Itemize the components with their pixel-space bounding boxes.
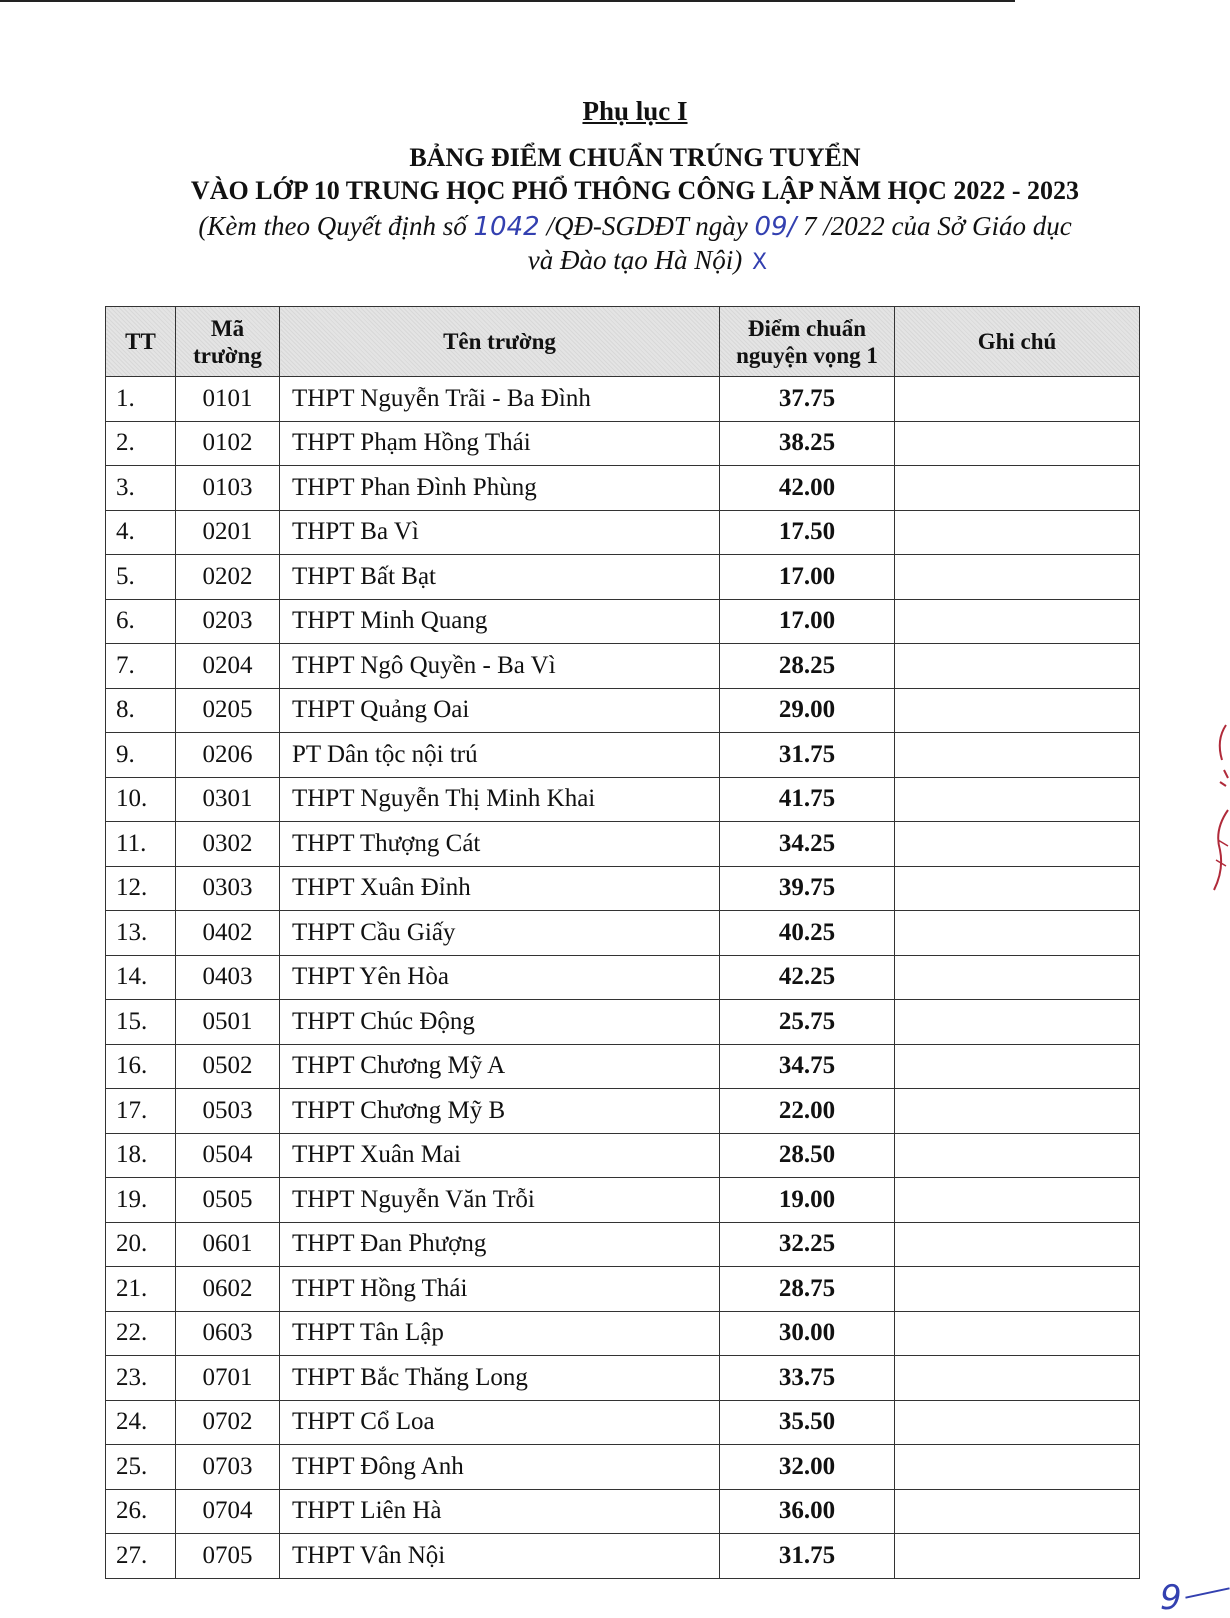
row-tt-cell: 1. [106, 377, 176, 422]
header-score-line2: nguyện vọng 1 [736, 342, 878, 368]
row-tt-cell: 11. [106, 822, 176, 867]
row-note-cell [895, 1445, 1140, 1490]
row-note-cell [895, 1489, 1140, 1534]
row-tt-cell: 6. [106, 599, 176, 644]
check-mark-handwritten: X [752, 250, 768, 275]
row-code-cell: 0602 [176, 1267, 280, 1312]
row-score-cell: 17.00 [720, 555, 895, 600]
row-name-cell: THPT Hồng Thái [280, 1267, 720, 1312]
decision-day-handwritten: 09 [754, 212, 788, 242]
table-row [106, 1133, 1140, 1178]
table-row [106, 822, 1140, 867]
row-name-cell: THPT Ba Vì [280, 510, 720, 555]
row-score-cell: 31.75 [720, 1534, 895, 1579]
row-code-cell: 0403 [176, 955, 280, 1000]
table-row [106, 733, 1140, 778]
header-tt: TT [106, 307, 176, 377]
row-tt-cell: 7. [106, 644, 176, 689]
row-note-cell [895, 421, 1140, 466]
row-name-cell: THPT Xuân Đỉnh [280, 866, 720, 911]
row-tt-cell: 15. [106, 1000, 176, 1045]
row-score-cell: 28.25 [720, 644, 895, 689]
appendix-title: Phụ lục I [582, 96, 688, 126]
date-separator-handwritten: / [787, 212, 797, 242]
row-score-cell: 29.00 [720, 688, 895, 733]
row-score-cell: 32.00 [720, 1445, 895, 1490]
row-name-cell: THPT Vân Nội [280, 1534, 720, 1579]
row-code-cell: 0204 [176, 644, 280, 689]
row-note-cell [895, 466, 1140, 511]
table-row [106, 955, 1140, 1000]
subtitle-text-2: /QĐ-SGDĐT ngày [539, 211, 755, 241]
row-note-cell [895, 1133, 1140, 1178]
row-score-cell: 25.75 [720, 1000, 895, 1045]
row-tt-cell: 2. [106, 421, 176, 466]
row-score-cell: 32.25 [720, 1222, 895, 1267]
row-name-cell: THPT Phạm Hồng Thái [280, 421, 720, 466]
row-note-cell [895, 866, 1140, 911]
row-note-cell [895, 911, 1140, 956]
table-row [106, 777, 1140, 822]
row-score-cell: 22.00 [720, 1089, 895, 1134]
row-tt-cell: 14. [106, 955, 176, 1000]
table-row [106, 688, 1140, 733]
header-code-line2: trường [193, 342, 262, 368]
table-row [106, 466, 1140, 511]
row-code-cell: 0202 [176, 555, 280, 600]
row-tt-cell: 19. [106, 1178, 176, 1223]
row-code-cell: 0201 [176, 510, 280, 555]
admission-score-table [105, 306, 1140, 1579]
row-code-cell: 0206 [176, 733, 280, 778]
row-code-cell: 0402 [176, 911, 280, 956]
table-row [106, 510, 1140, 555]
table-row [106, 866, 1140, 911]
document-title-line2: VÀO LỚP 10 TRUNG HỌC PHỔ THÔNG CÔNG LẬP NĂM HỌC 2022 - 2023 [190, 176, 1080, 205]
row-name-cell: PT Dân tộc nội trú [280, 733, 720, 778]
page-mark-handwritten: 9 [1160, 1578, 1182, 1618]
table-row [106, 1222, 1140, 1267]
page-mark-stroke [1185, 1587, 1229, 1598]
row-code-cell: 0703 [176, 1445, 280, 1490]
table-row [106, 1489, 1140, 1534]
row-tt-cell: 21. [106, 1267, 176, 1312]
header-code-line1: Mã [210, 315, 245, 341]
table-row [106, 377, 1140, 422]
row-note-cell [895, 777, 1140, 822]
table-row [106, 644, 1140, 689]
row-note-cell [895, 1356, 1140, 1401]
row-code-cell: 0103 [176, 466, 280, 511]
row-name-cell: THPT Nguyễn Thị Minh Khai [280, 777, 720, 822]
row-tt-cell: 24. [106, 1400, 176, 1445]
row-code-cell: 0205 [176, 688, 280, 733]
row-tt-cell: 8. [106, 688, 176, 733]
row-tt-cell: 10. [106, 777, 176, 822]
table-row [106, 421, 1140, 466]
row-score-cell: 40.25 [720, 911, 895, 956]
row-name-cell: THPT Thượng Cát [280, 822, 720, 867]
row-name-cell: THPT Minh Quang [280, 599, 720, 644]
subtitle-line2: và Đào tạo Hà Nội) [527, 245, 743, 275]
row-tt-cell: 17. [106, 1089, 176, 1134]
row-code-cell: 0601 [176, 1222, 280, 1267]
table-row [106, 1267, 1140, 1312]
row-code-cell: 0102 [176, 421, 280, 466]
header-school-code [176, 307, 280, 377]
header-school-name: Tên trường [280, 307, 720, 377]
row-code-cell: 0705 [176, 1534, 280, 1579]
row-name-cell: THPT Ngô Quyền - Ba Vì [280, 644, 720, 689]
row-tt-cell: 5. [106, 555, 176, 600]
row-note-cell [895, 1222, 1140, 1267]
row-code-cell: 0704 [176, 1489, 280, 1534]
row-tt-cell: 3. [106, 466, 176, 511]
row-code-cell: 0701 [176, 1356, 280, 1401]
row-name-cell: THPT Chương Mỹ A [280, 1044, 720, 1089]
table-header-row [106, 307, 1140, 377]
row-note-cell [895, 1311, 1140, 1356]
row-name-cell: THPT Nguyễn Trãi - Ba Đình [280, 377, 720, 422]
subtitle-line1 [100, 211, 1170, 242]
row-name-cell: THPT Tân Lập [280, 1311, 720, 1356]
row-tt-cell: 4. [106, 510, 176, 555]
row-name-cell: THPT Đan Phượng [280, 1222, 720, 1267]
row-note-cell [895, 955, 1140, 1000]
row-name-cell: THPT Cổ Loa [280, 1400, 720, 1445]
row-score-cell: 31.75 [720, 733, 895, 778]
row-note-cell [895, 599, 1140, 644]
row-code-cell: 0501 [176, 1000, 280, 1045]
header-score-line1: Điểm chuẩn [747, 315, 867, 341]
row-tt-cell: 25. [106, 1445, 176, 1490]
row-note-cell [895, 1534, 1140, 1579]
row-name-cell: THPT Cầu Giấy [280, 911, 720, 956]
table-row [106, 1356, 1140, 1401]
table-row [106, 555, 1140, 600]
top-border-line [0, 0, 1015, 2]
table-row [106, 1400, 1140, 1445]
row-score-cell: 30.00 [720, 1311, 895, 1356]
row-name-cell: THPT Đông Anh [280, 1445, 720, 1490]
row-code-cell: 0503 [176, 1089, 280, 1134]
table-row [106, 599, 1140, 644]
row-tt-cell: 12. [106, 866, 176, 911]
row-note-cell [895, 644, 1140, 689]
row-name-cell: THPT Chương Mỹ B [280, 1089, 720, 1134]
row-name-cell: THPT Chúc Động [280, 1000, 720, 1045]
row-score-cell: 28.75 [720, 1267, 895, 1312]
row-note-cell [895, 377, 1140, 422]
row-tt-cell: 23. [106, 1356, 176, 1401]
row-code-cell: 0702 [176, 1400, 280, 1445]
row-score-cell: 35.50 [720, 1400, 895, 1445]
table-row [106, 1534, 1140, 1579]
row-name-cell: THPT Quảng Oai [280, 688, 720, 733]
row-name-cell: THPT Nguyễn Văn Trỗi [280, 1178, 720, 1223]
row-tt-cell: 20. [106, 1222, 176, 1267]
subtitle-text-1: (Kèm theo Quyết định số [198, 211, 474, 241]
row-note-cell [895, 1267, 1140, 1312]
row-score-cell: 17.50 [720, 510, 895, 555]
row-score-cell: 19.00 [720, 1178, 895, 1223]
row-name-cell: THPT Bắc Thăng Long [280, 1356, 720, 1401]
row-code-cell: 0504 [176, 1133, 280, 1178]
row-tt-cell: 16. [106, 1044, 176, 1089]
table-row [106, 1089, 1140, 1134]
row-tt-cell: 13. [106, 911, 176, 956]
row-note-cell [895, 688, 1140, 733]
table-row [106, 1311, 1140, 1356]
row-name-cell: THPT Bất Bạt [280, 555, 720, 600]
row-code-cell: 0502 [176, 1044, 280, 1089]
row-score-cell: 37.75 [720, 377, 895, 422]
row-note-cell [895, 510, 1140, 555]
row-tt-cell: 27. [106, 1534, 176, 1579]
row-score-cell: 33.75 [720, 1356, 895, 1401]
row-note-cell [895, 733, 1140, 778]
row-score-cell: 42.00 [720, 466, 895, 511]
row-note-cell [895, 822, 1140, 867]
header-note: Ghi chú [895, 307, 1140, 377]
table-row [106, 1178, 1140, 1223]
row-name-cell: THPT Yên Hòa [280, 955, 720, 1000]
row-note-cell [895, 1089, 1140, 1134]
document-title-line1: BẢNG ĐIỂM CHUẨN TRÚNG TUYỂN [409, 143, 861, 172]
row-code-cell: 0603 [176, 1311, 280, 1356]
row-code-cell: 0101 [176, 377, 280, 422]
row-code-cell: 0302 [176, 822, 280, 867]
row-note-cell [895, 555, 1140, 600]
row-score-cell: 38.25 [720, 421, 895, 466]
row-tt-cell: 9. [106, 733, 176, 778]
row-score-cell: 28.50 [720, 1133, 895, 1178]
row-score-cell: 34.75 [720, 1044, 895, 1089]
decision-number-handwritten: 1042 [473, 212, 540, 242]
row-score-cell: 34.25 [720, 822, 895, 867]
row-name-cell: THPT Liên Hà [280, 1489, 720, 1534]
table-row [106, 911, 1140, 956]
row-note-cell [895, 1044, 1140, 1089]
header-score [720, 307, 895, 377]
row-name-cell: THPT Phan Đình Phùng [280, 466, 720, 511]
row-tt-cell: 22. [106, 1311, 176, 1356]
table-row [106, 1445, 1140, 1490]
row-tt-cell: 26. [106, 1489, 176, 1534]
edge-stamp-marks [1208, 720, 1230, 900]
row-score-cell: 42.25 [720, 955, 895, 1000]
row-score-cell: 41.75 [720, 777, 895, 822]
row-code-cell: 0505 [176, 1178, 280, 1223]
row-score-cell: 36.00 [720, 1489, 895, 1534]
row-note-cell [895, 1178, 1140, 1223]
row-code-cell: 0301 [176, 777, 280, 822]
row-note-cell [895, 1000, 1140, 1045]
row-name-cell: THPT Xuân Mai [280, 1133, 720, 1178]
row-tt-cell: 18. [106, 1133, 176, 1178]
row-note-cell [895, 1400, 1140, 1445]
row-score-cell: 39.75 [720, 866, 895, 911]
row-score-cell: 17.00 [720, 599, 895, 644]
row-code-cell: 0303 [176, 866, 280, 911]
table-row [106, 1044, 1140, 1089]
row-code-cell: 0203 [176, 599, 280, 644]
subtitle-text-3: 7 /2022 của Sở Giáo dục [796, 211, 1072, 241]
table-row [106, 1000, 1140, 1045]
